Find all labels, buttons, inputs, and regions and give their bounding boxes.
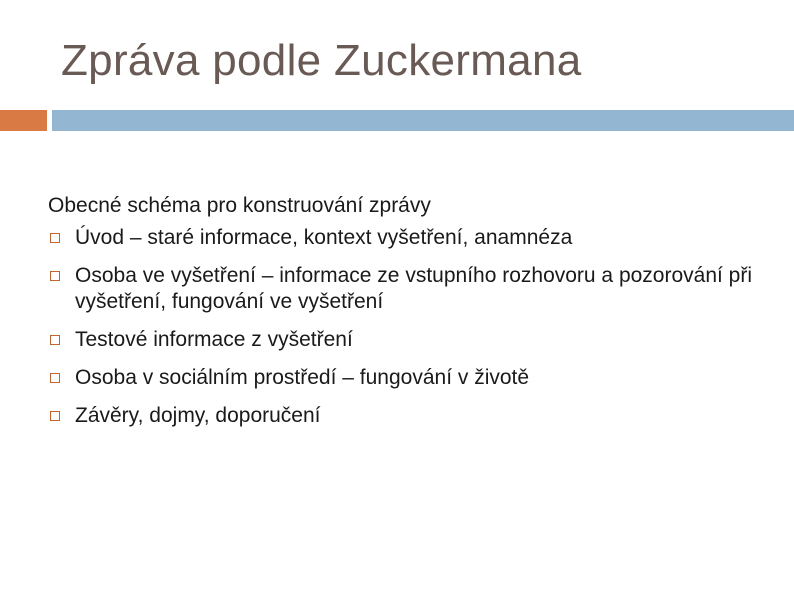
hollow-square-icon bbox=[50, 335, 60, 345]
bullet-text: Testové informace z vyšetření bbox=[75, 328, 353, 351]
intro-text: Obecné schéma pro konstruování zprávy bbox=[48, 194, 431, 217]
list-item bbox=[48, 225, 768, 251]
bullet-text: Osoba ve vyšetření – informace ze vstupního rozhovoru a pozorování při vyšetření, fungování ve vyšetření bbox=[75, 264, 753, 313]
slide-title: Zpráva podle Zuckermana bbox=[61, 36, 582, 85]
hollow-square-icon bbox=[50, 271, 60, 281]
bullet-list bbox=[48, 225, 768, 429]
hollow-square-icon bbox=[50, 411, 60, 421]
slide-body bbox=[48, 193, 768, 441]
hollow-square-icon bbox=[50, 373, 60, 383]
accent-bar-left bbox=[0, 110, 47, 131]
list-item bbox=[48, 365, 768, 391]
list-item bbox=[48, 403, 768, 429]
bullet-text: Závěry, dojmy, doporučení bbox=[75, 404, 321, 427]
list-item bbox=[48, 327, 768, 353]
bullet-text: Osoba v sociálním prostředí – fungování v životě bbox=[75, 366, 530, 389]
bullet-text: Úvod – staré informace, kontext vyšetření, anamnéza bbox=[75, 226, 573, 249]
hollow-square-icon bbox=[50, 233, 60, 243]
accent-bar-right bbox=[52, 110, 794, 131]
list-item bbox=[48, 263, 768, 315]
